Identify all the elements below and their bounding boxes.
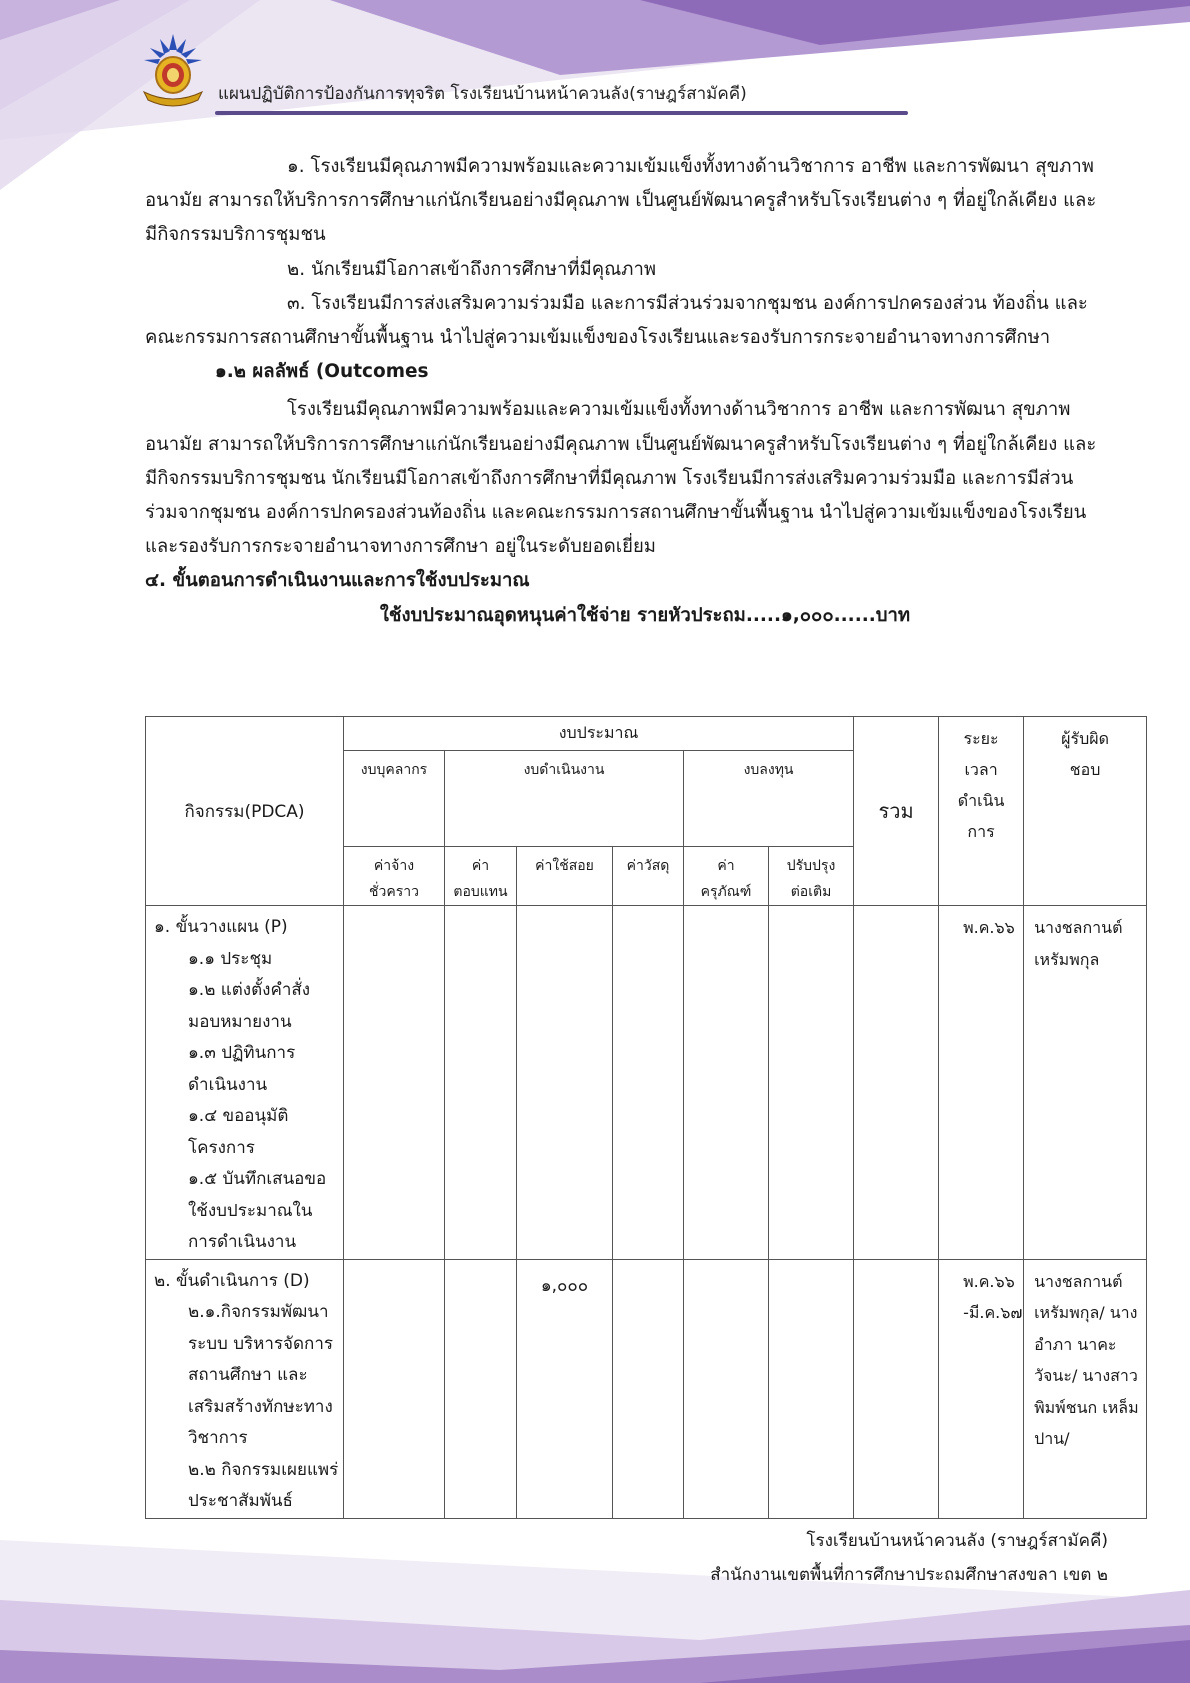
activity-cell xyxy=(146,1259,344,1518)
activity-title: ๑. ขั้นวางแผน (P) xyxy=(154,917,288,937)
activity-item: ๑.๒ แต่งตั้งคำสั่งมอบหมายงาน xyxy=(188,980,311,1032)
activity-cell xyxy=(146,906,344,1260)
budget-table xyxy=(145,716,1147,1519)
footer-office: สำนักงานเขตพื้นที่การศึกษาประถมศึกษาสงขลา เขต ๒ xyxy=(710,1565,1108,1585)
header-investment: งบลงทุน xyxy=(684,751,854,847)
header-operating: งบดำเนินงาน xyxy=(445,751,684,847)
footer-school: โรงเรียนบ้านหน้าควนลัง (ราษฎร์สามัคคี) xyxy=(806,1531,1108,1551)
section-4-heading: ๔. ขั้นตอนการดำเนินงานและการใช้งบประมาณ xyxy=(145,570,530,592)
table-row xyxy=(146,906,1147,1260)
table-row xyxy=(146,1259,1147,1518)
activity-item: ๑.๑ ประชุม xyxy=(188,948,273,969)
header-activity: กิจกรรม(PDCA) xyxy=(146,717,344,906)
activity-item: ๒.๑.กิจกรรมพัฒนาระบบ บริหารจัดการสถานศึกษา และเสริมสร้างทักษะทางวิชาการ xyxy=(188,1302,334,1448)
activity-item: ๑.๓ ปฏิทินการดำเนินงาน xyxy=(188,1043,296,1095)
expense-cell: ๑,๐๐๐ xyxy=(517,1259,613,1518)
paragraph-2: ๒. นักเรียนมีโอกาสเข้าถึงการศึกษาที่มีคุณภาพ xyxy=(287,258,657,280)
responsible-cell: นางชลกานต์ เหรัมพกุล xyxy=(1024,906,1147,1260)
sub-expense: ค่าใช้สอย xyxy=(517,847,613,906)
period-cell: พ.ค.๖๖ xyxy=(939,906,1024,1260)
sub-equipment: ค่าครุภัณฑ์ xyxy=(684,847,769,906)
sub-material: ค่าวัสดุ xyxy=(613,847,684,906)
activity-title: ๒. ขั้นดำเนินการ (D) xyxy=(154,1270,310,1291)
header-total: รวม xyxy=(854,717,939,906)
sub-wage: ค่าจ้างชั่วคราว xyxy=(344,847,445,906)
expense-cell xyxy=(517,906,613,1260)
header-responsible: ผู้รับผิดชอบ xyxy=(1024,717,1147,906)
sub-renovation: ปรับปรุงต่อเติม xyxy=(769,847,854,906)
document-body xyxy=(145,150,1105,633)
activity-item: ๑.๔ ขออนุมัติโครงการ xyxy=(188,1106,289,1158)
paragraph-1: ๑. โรงเรียนมีคุณภาพมีความพร้อมและความเข้มแข็งทั้งทางด้านวิชาการ อาชีพ และการพัฒนา สุขภาพอนามัย สามารถให้บริการการศึกษาแก่นักเรียนอย่างมีคุณภาพ เป็นศูนย์พัฒนาครูสำหรับโรงเรียนต่าง ๆ ที่อยู่ใกล้เคียง และมีกิจกรรมบริการชุมชน xyxy=(145,156,1097,246)
outcomes-heading: ๑.๒ ผลลัพธ์ (Outcomes xyxy=(215,361,429,383)
header-period: ระยะเวลาดำเนินการ xyxy=(939,717,1024,906)
footer xyxy=(710,1524,1108,1592)
header-budget: งบประมาณ xyxy=(344,717,854,751)
paragraph-3: ๓. โรงเรียนมีการส่งเสริมความร่วมมือ และการมีส่วนร่วมจากชุมชน องค์การปกครองส่วน ท้องถิ่น และคณะกรรมการสถานศึกษาขั้นพื้นฐาน นำไปสู่ความเข้มแข็งของโรงเรียนและรองรับการกระจายอำนาจทางการศึกษา xyxy=(145,292,1088,349)
header-title: แผนปฏิบัติการป้องกันการทุจริต โรงเรียนบ้านหน้าควนลัง(ราษฎร์สามัคคี) xyxy=(218,84,747,104)
school-emblem-icon xyxy=(138,30,208,110)
header-personnel: งบบุคลากร xyxy=(344,751,445,847)
activity-item: ๑.๕ บันทึกเสนอขอใช้งบประมาณในการดำเนินงาน xyxy=(188,1169,327,1252)
activity-item: ๒.๒ กิจกรรมเผยแพร่ประชาสัมพันธ์ xyxy=(188,1459,339,1511)
sub-remuneration: ค่าตอบแทน xyxy=(445,847,517,906)
period-cell: พ.ค.๖๖ -มี.ค.๖๗ xyxy=(939,1259,1024,1518)
budget-line: ใช้งบประมาณอุดหนุนค่าใช้จ่าย รายหัวประถม.....๑,๐๐๐......บาท xyxy=(379,604,911,626)
outcome-paragraph: โรงเรียนมีคุณภาพมีความพร้อมและความเข้มแข็งทั้งทางด้านวิชาการ อาชีพ และการพัฒนา สุขภาพอนามัย สามารถให้บริการการศึกษาแก่นักเรียนอย่างมีคุณภาพ เป็นศูนย์พัฒนาครูสำหรับโรงเรียนต่าง ๆ ที่อยู่ใกล้เคียง และมีกิจกรรมบริการชุมชน นักเรียนมีโอกาสเข้าถึงการศึกษาที่มีคุณภาพ โรงเรียนมีการส่งเสริมความร่วมมือ และการมีส่วนร่วมจากชุมชน องค์การปกครองส่วนท้องถิ่น และคณะกรรมการสถานศึกษาขั้นพื้นฐาน นำไปสู่ความเข้มแข็งของโรงเรียนและรองรับการกระจายอำนาจทางการศึกษา อยู่ในระดับยอดเยี่ยม xyxy=(145,399,1097,558)
header-rule xyxy=(215,111,908,115)
responsible-cell: นางชลกานต์ เหรัมพกุล/ นางอำภา นาคะวัจนะ/ นางสาวพิมพ์ชนก เหล็มปาน/ xyxy=(1024,1259,1147,1518)
